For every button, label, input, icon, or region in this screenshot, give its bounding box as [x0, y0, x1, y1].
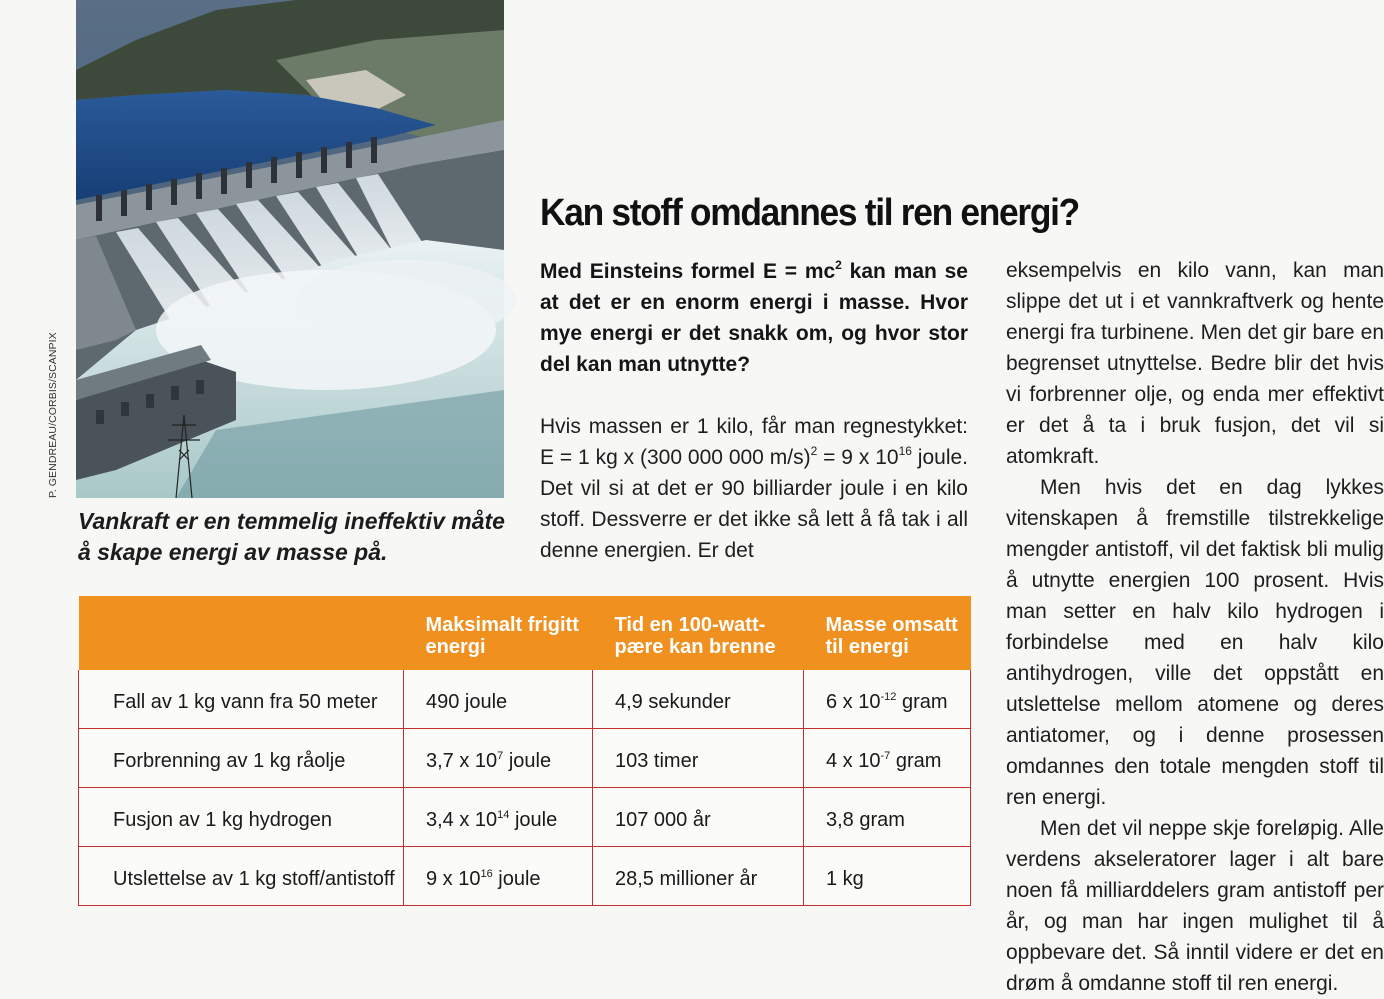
body-paragraph: Men hvis det en dag lykkes vitenskapen å fremstille tilstrekkelige mengder antistoff, vil det faktisk bli mulig å utnytte energien 100 prosent. Hvis man setter en halv kilo hydrogen i forbindelse med en halv kilo antihydrogen, ville det oppstått en utslettelse mellom atomene og deres antiatomer, og i denne prosessen omdannes den totale mengden stoff til ren energi. — [1006, 476, 1384, 809]
body-text: joule. Det vil si at det er 90 billiarder joule i en kilo stoff. Dessverre er det ikke så lett å få tak i all denne energien. Er det — [540, 446, 969, 562]
cell-process: Fall av 1 kg vann fra 50 meter — [79, 670, 404, 729]
table-row — [79, 670, 971, 729]
dam-photo — [76, 0, 504, 498]
energy-comparison-table — [78, 596, 971, 906]
photo-caption: Vankraft er en temmelig ineffektiv måte å skape energi av masse på. — [78, 508, 505, 565]
cell-energy — [404, 670, 593, 729]
cell-time: 103 timer — [593, 729, 804, 788]
cell-mass — [804, 729, 971, 788]
mass-base: 4 x 10 — [826, 749, 881, 772]
cell-time: 107 000 år — [593, 788, 804, 847]
table-header-time: Tid en 100-watt-pære kan brenne — [593, 596, 804, 670]
mass-unit: gram — [896, 690, 948, 713]
hydropower-dam-image — [76, 0, 504, 498]
cell-mass — [804, 670, 971, 729]
table-row — [79, 847, 971, 906]
cell-time: 28,5 millioner år — [593, 847, 804, 906]
energy-exponent: 7 — [497, 749, 504, 762]
energy-exponent: 16 — [480, 867, 493, 880]
energy-value: 490 joule — [426, 690, 508, 713]
article-title: Kan stoff omdannes til ren energi? — [540, 192, 1079, 234]
cell-energy — [404, 729, 593, 788]
mass-base: 6 x 10 — [826, 690, 881, 713]
cell-energy — [404, 847, 593, 906]
energy-base: 3,4 x 10 — [426, 808, 498, 831]
table-row — [79, 788, 971, 847]
body-text: = 9 x 10 — [817, 446, 899, 469]
photo-credit: P. GENDREAU/CORBIS/SCANPIX — [47, 332, 59, 498]
cell-energy — [404, 788, 593, 847]
cell-mass: 3,8 gram — [804, 788, 971, 847]
table-row — [79, 729, 971, 788]
body-paragraph: Men det vil neppe skje foreløpig. Alle verdens akseleratorer lager i alt bare noen få milliarddelers gram antistoff per år, og man har ingen mulighet til å oppbevare det. Så inntil videre er det en drøm å omdanne stoff til ren energi. — [1006, 817, 1384, 995]
energy-base: 3,7 x 10 — [426, 749, 498, 772]
energy-unit: joule — [503, 749, 552, 772]
article-body-middle — [540, 411, 968, 566]
lead-text-b: kan man se at det er en enorm energi i masse. Hvor mye energi er det snakk om, og hvor stor del kan man utnytte? — [540, 260, 968, 376]
article-lead — [540, 256, 968, 380]
lead-superscript: 2 — [835, 258, 842, 272]
superscript: 16 — [898, 444, 912, 458]
table-header-row — [79, 596, 971, 670]
cell-process: Fusjon av 1 kg hydrogen — [79, 788, 404, 847]
energy-exponent: 14 — [497, 808, 510, 821]
article-body-right — [1006, 255, 1384, 995]
mass-exponent: -7 — [880, 749, 891, 762]
cell-mass: 1 kg — [804, 847, 971, 906]
table-header-process — [79, 596, 404, 670]
lead-text-a: Med Einsteins formel E = mc — [540, 260, 836, 283]
energy-unit: joule — [509, 808, 558, 831]
body-text: Hvis massen er 1 kilo, får man regnestykket: E = 1 kg x (300 000 000 m/s) — [540, 415, 968, 469]
energy-unit: joule — [492, 867, 541, 890]
body-paragraph: eksempelvis en kilo vann, kan man slippe det ut i et vannkraftverk og hente energi fra turbinene. Men det gir bare en begrenset utnyttelse. Bedre blir det hvis vi forbrenner olje, og enda mer effektivt er det å ta i bruk fusjon, det vil si atomkraft. — [1006, 259, 1384, 468]
table-header-energy: Maksimalt frigitt energi — [404, 596, 593, 670]
cell-process: Utslettelse av 1 kg stoff/antistoff — [79, 847, 404, 906]
cell-process: Forbrenning av 1 kg råolje — [79, 729, 404, 788]
energy-base: 9 x 10 — [426, 867, 481, 890]
mass-unit: gram — [890, 749, 942, 772]
table-header-mass: Masse omsatt til energi — [804, 596, 971, 670]
superscript: 2 — [810, 444, 818, 458]
mass-exponent: -12 — [880, 690, 897, 703]
cell-time: 4,9 sekunder — [593, 670, 804, 729]
